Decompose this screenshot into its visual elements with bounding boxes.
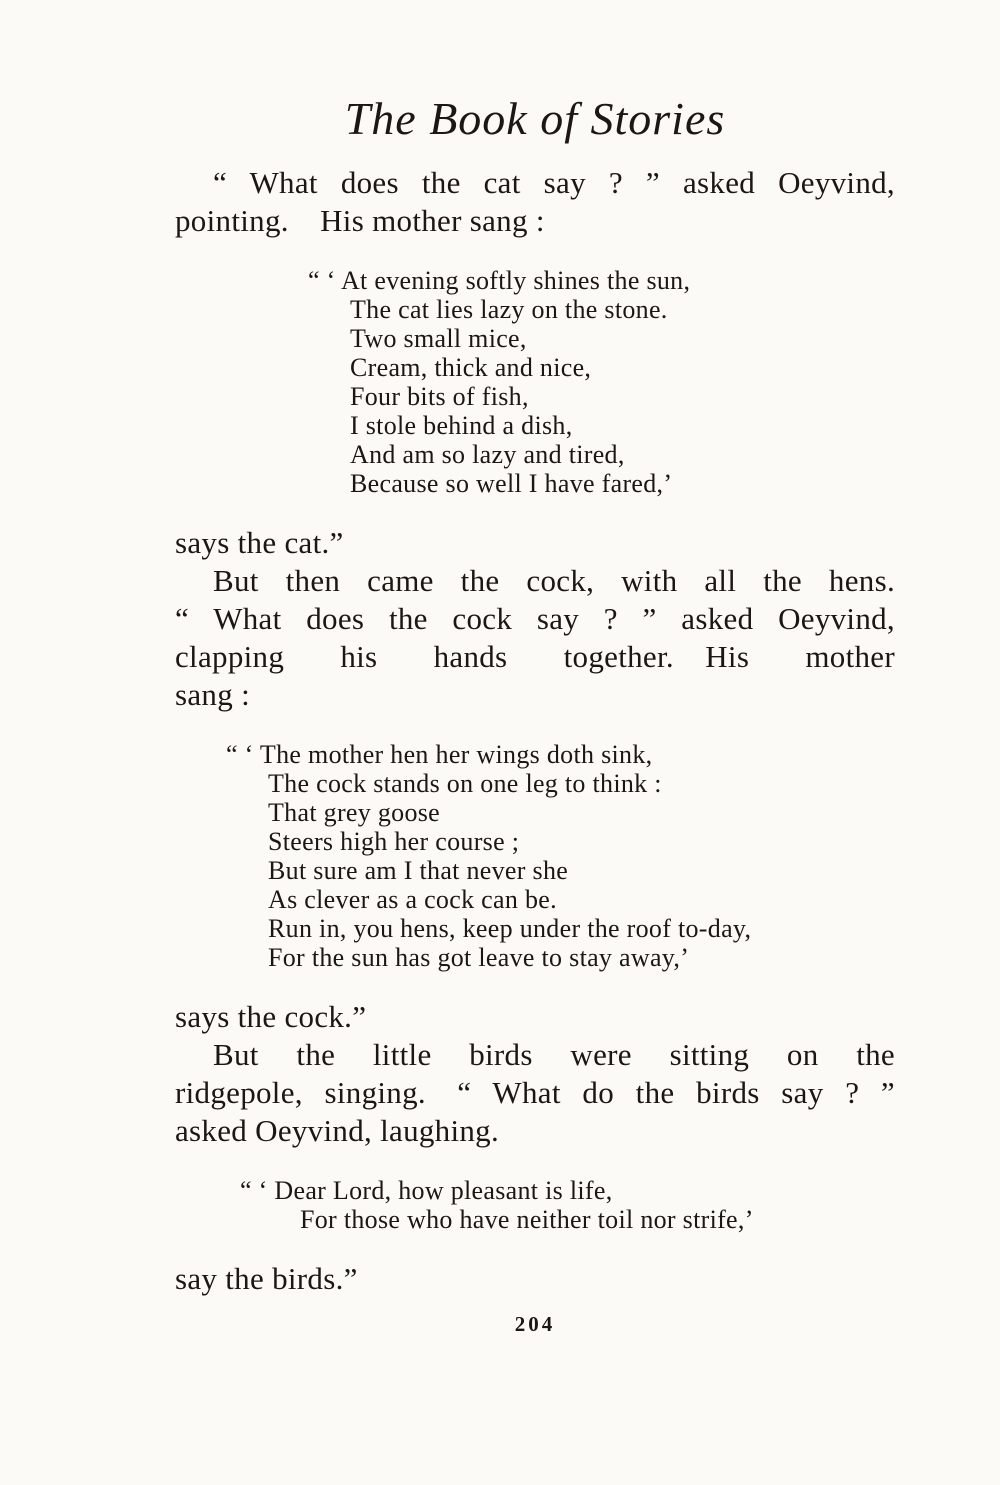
paragraph-line: sang : <box>175 677 250 712</box>
verse-line: Two small mice, <box>350 324 527 353</box>
page-number: 204 <box>514 1312 556 1336</box>
speech-attribution-cock: says the cock.” <box>175 999 367 1034</box>
paragraph-line: But the little birds were sitting on the <box>213 1037 895 1072</box>
speech-attribution-birds: say the birds.” <box>175 1261 358 1296</box>
paragraph-line: asked Oeyvind, laughing. <box>175 1113 500 1148</box>
verse-line: Steers high her course ; <box>268 827 520 856</box>
paragraph-cat-question <box>175 164 895 240</box>
verse-line: For the sun has got leave to stay away,’ <box>268 943 690 972</box>
verse-line: Because so well I have fared,’ <box>350 469 673 498</box>
paragraph-line: But then came the cock, with all the hens. <box>213 563 895 598</box>
verse-line: As clever as a cock can be. <box>268 885 557 914</box>
verse-line: “ ‘ The mother hen her wings doth sink, <box>226 740 653 769</box>
verse-cock-song <box>226 740 895 972</box>
paragraph-line: clapping his hands together. His mother <box>175 639 895 674</box>
verse-line: That grey goose <box>268 798 441 827</box>
paragraph-line: ridgepole, singing. “ What do the birds say ? ” <box>175 1075 895 1110</box>
verse-line: But sure am I that never she <box>268 856 569 885</box>
page-title: The Book of Stories <box>344 93 726 144</box>
paragraph-line: pointing. His mother sang : <box>175 203 545 238</box>
verse-line: The cock stands on one leg to think : <box>268 769 662 798</box>
verse-line: Run in, you hens, keep under the roof to-day, <box>268 914 752 943</box>
verse-line: And am so lazy and tired, <box>350 440 625 469</box>
verse-line: I stole behind a dish, <box>350 411 573 440</box>
paragraph-birds-question <box>175 1036 895 1150</box>
verse-cat-song <box>308 266 895 498</box>
verse-line: “ ‘ Dear Lord, how pleasant is life, <box>240 1176 613 1205</box>
speech-attribution-cat: says the cat.” <box>175 525 344 560</box>
verse-line: Four bits of fish, <box>350 382 529 411</box>
verse-line: For those who have neither toil nor strife,’ <box>300 1205 754 1234</box>
verse-birds-song <box>240 1176 895 1234</box>
paragraph-line: “ What does the cock say ? ” asked Oeyvind, <box>175 601 895 636</box>
paragraph-line: “ What does the cat say ? ” asked Oeyvind, <box>213 165 895 200</box>
paragraph-cock-question <box>175 562 895 714</box>
verse-line: The cat lies lazy on the stone. <box>350 295 668 324</box>
verse-line: “ ‘ At evening softly shines the sun, <box>308 266 691 295</box>
verse-line: Cream, thick and nice, <box>350 353 592 382</box>
